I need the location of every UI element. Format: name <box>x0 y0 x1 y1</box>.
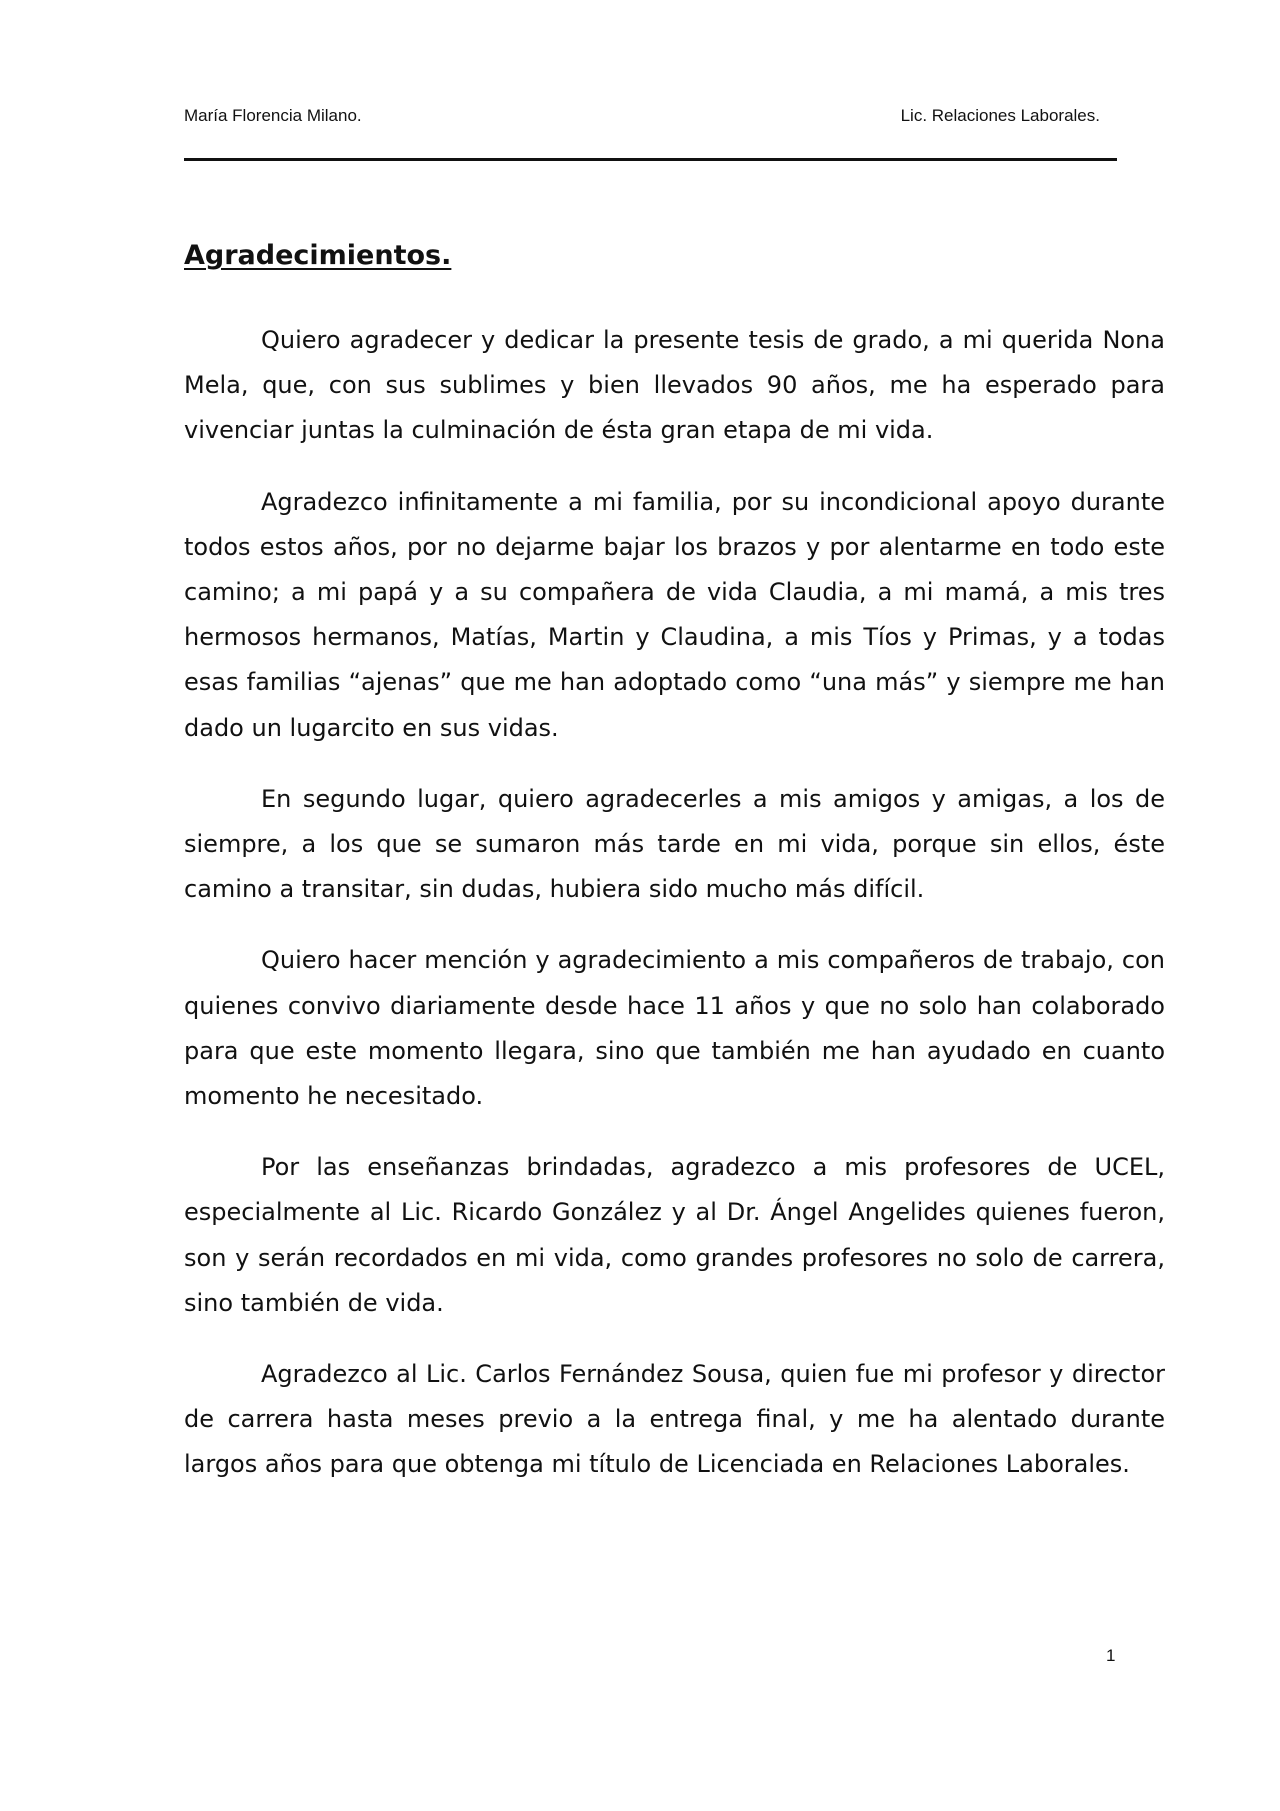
paragraph-5: Por las enseñanzas brindadas, agradezco a mis profesores de UCEL, especialmente al Lic. Ricardo González y al Dr. Ángel Angelides quienes fueron, son y serán recordados en mi vida, como grandes profesores no solo de carrera, sino también de vida. <box>184 1153 1165 1317</box>
document-body <box>184 318 1165 1514</box>
paragraph-3: En segundo lugar, quiero agradecerles a mis amigos y amigas, a los de siempre, a los que se sumaron más tarde en mi vida, porque sin ellos, éste camino a transitar, sin dudas, hubiera sido mucho más difícil. <box>184 784 1165 904</box>
paragraph-2: Agradezco infinitamente a mi familia, por su incondicional apoyo durante todos estos años, por no dejarme bajar los brazos y por alentarme en todo este camino; a mi papá y a su compañera de vida Claudia, a mi mamá, a mis tres hermosos hermanos, Matías, Martin y Claudina, a mis Tíos y Primas, y a todas esas familias “ajenas” que me han adoptado como “una más” y siempre me han dado un lugarcito en sus vidas. <box>184 487 1165 742</box>
page-title: Agradecimientos. <box>184 240 452 271</box>
paragraph-1: Quiero agradecer y dedicar la presente tesis de grado, a mi querida Nona Mela, que, con sus sublimes y bien llevados 90 años, me ha esperado para vivenciar juntas la culminación de ésta gran etapa de mi vida. <box>184 326 1165 445</box>
header-divider <box>184 158 1117 161</box>
header-author: María Florencia Milano. <box>184 106 362 125</box>
page-header <box>184 106 1100 134</box>
paragraph-6: Agradezco al Lic. Carlos Fernández Sousa, quien fue mi profesor y director de carrera hasta meses previo a la entrega final, y me ha alentado durante largos años para que obtenga mi título de Licenciada en Relaciones Laborales. <box>184 1360 1165 1479</box>
header-degree: Lic. Relaciones Laborales. <box>900 106 1100 125</box>
page-number: 1 <box>1106 1646 1116 1665</box>
paragraph-4: Quiero hacer mención y agradecimiento a mis compañeros de trabajo, con quienes convivo diariamente desde hace 11 años y que no solo han colaborado para que este momento llegara, sino que también me han ayudado en cuanto momento he necesitado. <box>184 946 1165 1111</box>
